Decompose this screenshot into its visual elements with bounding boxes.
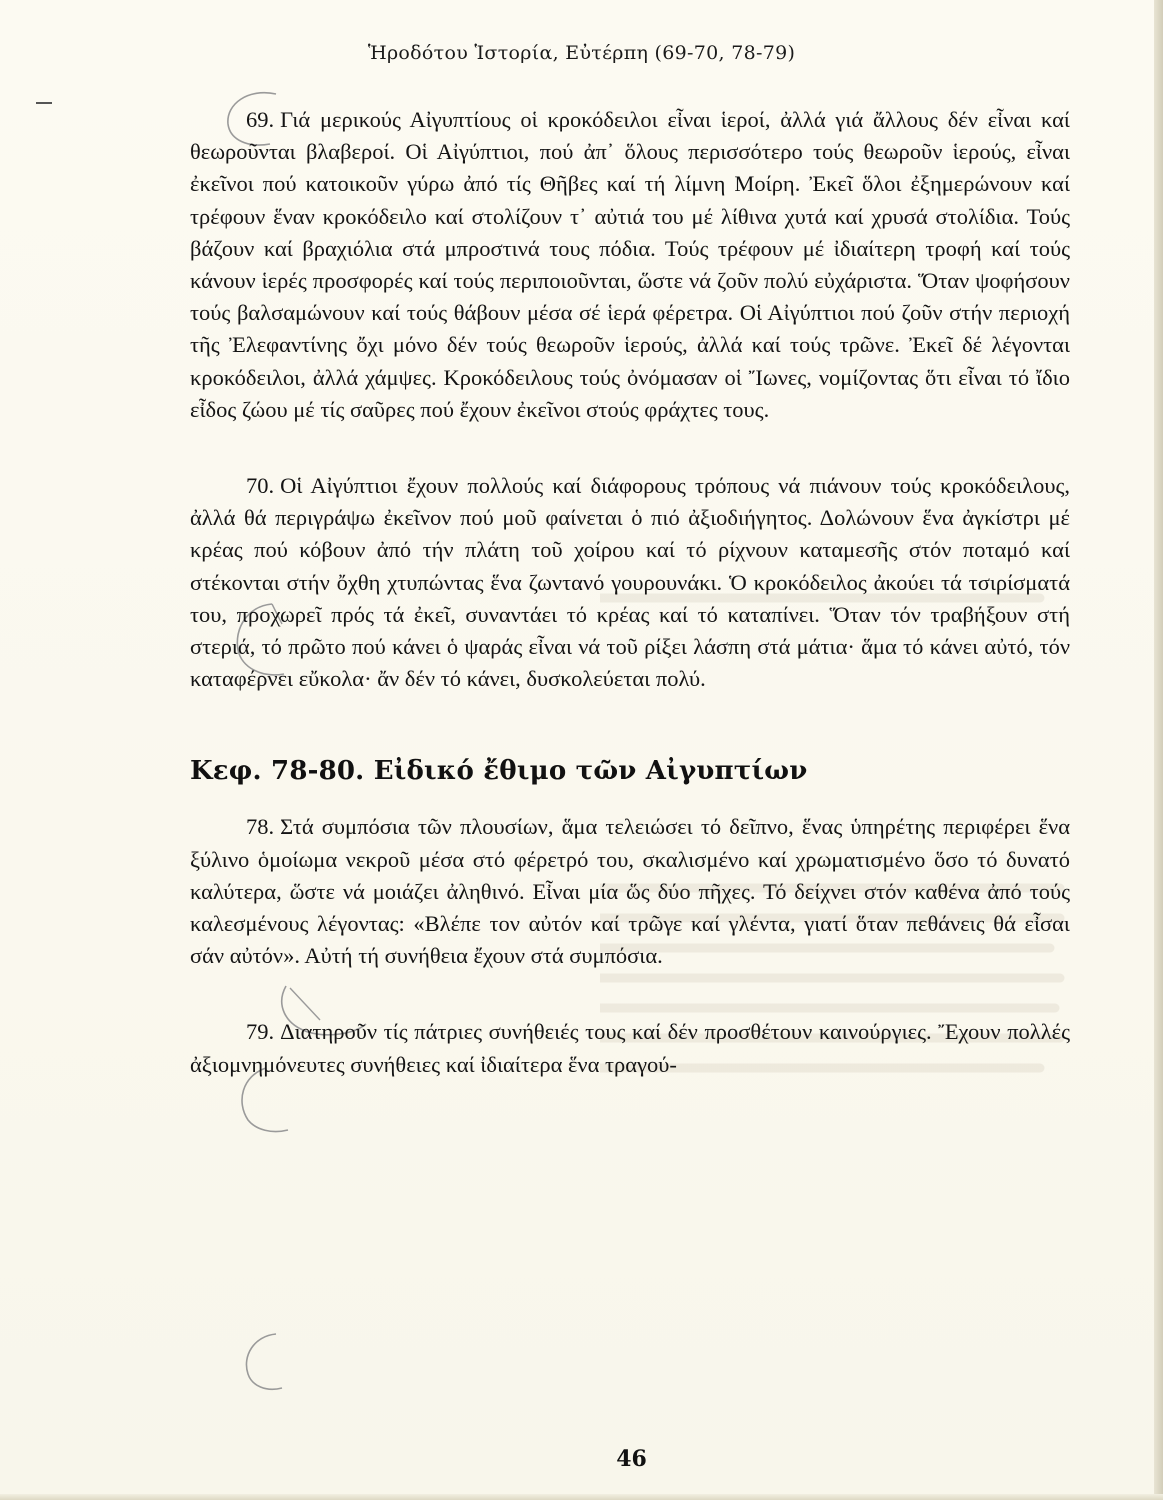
paragraph-79	[190, 1016, 1070, 1080]
paragraph-number: 78.	[246, 814, 275, 840]
scan-edge-bottom	[0, 1494, 1163, 1500]
section-heading: Κεφ. 78-80. Εἰδικό ἔθιμο τῶν Αἰγυπτίων	[190, 756, 808, 787]
paragraph-number: 70.	[246, 473, 275, 499]
scan-edge-right	[1154, 0, 1163, 1500]
page-number: 46	[616, 1446, 647, 1472]
paragraph-69	[190, 104, 1070, 426]
margin-dash-mark	[36, 102, 52, 104]
paragraph-78	[190, 811, 1070, 972]
paragraph-text: Στά συμπόσια τῶν πλουσίων, ἅμα τελειώσει τό δεῖπνο, ἕνας ὑπηρέτης περιφέρει ἕνα ξύλινο ὁμοίωμα νεκροῦ μέσα στό φέρετρό του, σκαλισμένο καί χρωματισμένο ὅσο τό δυνατό καλύτερα, ὥστε νά μοιάζει ἀληθινό. Εἶναι μία ὥς δύο πῆχες. Τό δείχνει στόν καθένα ἀπό τούς καλεσμένους λέγοντας: «Βλέπε τον αὐτόν καί τρῶγε καί γλέντα, γιατί ὅταν πεθάνεις θά εἶσαι σάν αὐτόν». Αὐτή τή συνήθεια ἔχουν στά συμπόσια.	[190, 814, 1070, 969]
paragraph-text: Γιά μερικούς Αἰγυπτίους οἱ κροκόδειλοι εἶναι ἱεροί, ἀλλά γιά ἄλλους δέν εἶναι καί θεωροῦνται βλαβεροί. Οἱ Αἰγύπτιοι, πού ἀπ᾽ ὅλους περισσότερο τούς θεωροῦν ἱερούς, εἶναι ἐκεῖνοι πού κατοικοῦν γύρω ἀπό τίς Θῆβες καί τή λίμνη Μοίρη. Ἐκεῖ ὅλοι ἐξημερώνουν καί τρέφουν ἕναν κροκόδειλο καί στολίζουν τ᾽ αὐτιά του μέ λίθινα χυτά καί χρυσά στολίδια. Τούς βάζουν καί βραχιόλια στά μπροστινά τους πόδια. Τούς τρέφουν μέ ἰδιαίτερη τροφή καί τούς κάνουν ἱερές προσφορές καί τούς περιποιοῦνται, ὥστε νά ζοῦν πολύ εὐχάριστα. Ὅταν ψοφήσουν τούς βαλσαμώνουν καί τούς θάβουν μέσα σέ ἱερά φέρετρα. Οἱ Αἰγύπτιοι πού ζοῦν στήν περιοχή τῆς Ἐλεφαντίνης ὄχι μόνο δέν τούς θεωροῦν ἱερούς, ἀλλά καί τούς τρῶνε. Ἐκεῖ δέ λέγονται κροκόδειλοι, ἀλλά χάμψες. Κροκόδειλους τούς ὀνόμασαν οἱ Ἴωνες, νομίζοντας ὅτι εἶναι τό ἴδιο εἶδος ζώου μέ τίς σαῦρες πού ἔχουν ἐκεῖνοι στούς φράχτες τους.	[190, 107, 1070, 422]
body-text	[190, 104, 1070, 1081]
pencil-circle-79	[226, 1326, 306, 1406]
paragraph-text: Οἱ Αἰγύπτιοι ἔχουν πολλούς καί διάφορους τρόπους νά πιάνουν τούς κροκόδειλους, ἀλλά θά περιγράψω ἐκεῖνον πού μοῦ φαίνεται ὁ πιό ἀξιοδιήγητος. Δολώνουν ἕνα ἀγκίστρι μέ κρέας πού κόβουν ἀπό τήν πλάτη τοῦ χοίρου καί τό ρίχνουν καταμεσῆς στόν ποταμό καί στέκονται στήν ὄχθη χτυπώντας ἕνα ζωντανό γουρουνάκι. Ὁ κροκόδειλος ἀκούει τά τσιρίσματά του, προχωρεῖ πρός τά ἐκεῖ, συναντάει τό κρέας καί τό καταπίνει. Ὅταν τόν τραβήξουν στή στεριά, τό πρῶτο πού κάνει ὁ ψαράς εἶναι νά τοῦ ρίξει λάσπη στά μάτια· ἅμα τό κάνει αὐτό, τόν καταφέρνει εὔκολα· ἄν δέν τό κάνει, δυσκολεύεται πολύ.	[190, 473, 1070, 692]
paragraph-number: 69.	[246, 107, 275, 132]
paragraph-text: Διατηροῦν τίς πάτριες συνήθειές τους καί δέν προσθέτουν καινούργιες. Ἔχουν πολλές ἀξιομνημόνευτες συνήθειες καί ἰδιαίτερα ἕνα τραγού-	[190, 1019, 1070, 1077]
paragraph-70	[190, 470, 1070, 695]
paragraph-number: 79.	[246, 1019, 275, 1045]
running-head: Ἡροδότου Ἱστορία, Εὐτέρπη (69-70, 78-79)	[367, 42, 796, 64]
